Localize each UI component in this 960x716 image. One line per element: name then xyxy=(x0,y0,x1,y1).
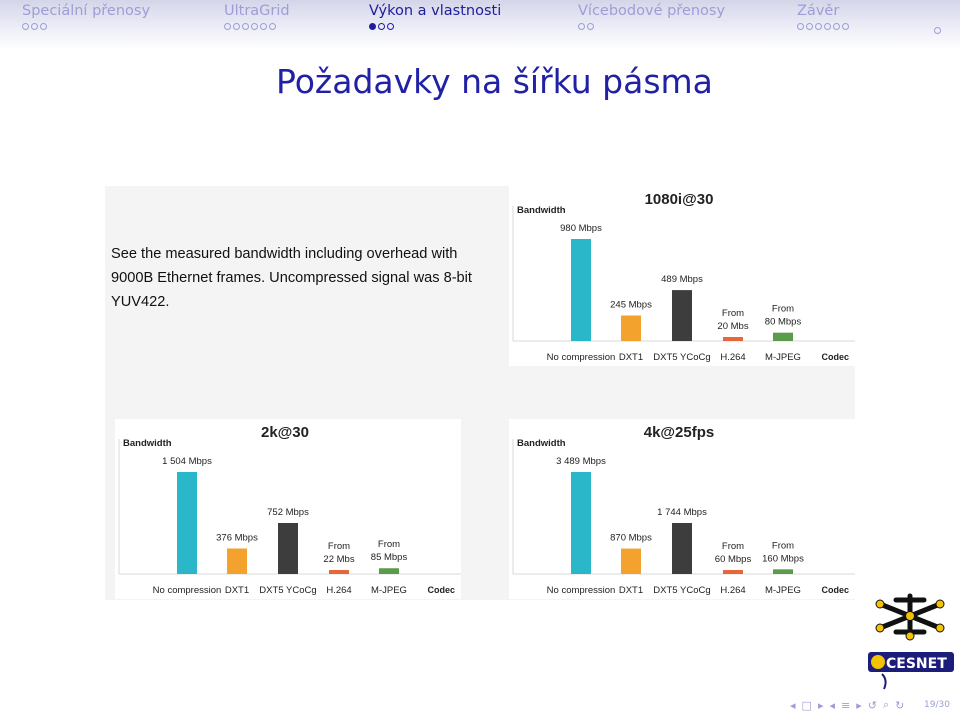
bar-value-label: 752 Mbps xyxy=(267,507,309,518)
category-tick-label: M-JPEG xyxy=(371,585,407,596)
bar-value-label: 1 744 Mbps xyxy=(657,507,707,519)
category-tick-label: H.264 xyxy=(720,585,746,596)
chart-panel-4k xyxy=(509,419,855,599)
back-icon[interactable]: ↺ xyxy=(867,698,877,712)
category-tick-label: DXT1 xyxy=(618,585,644,596)
bar-value-label: From xyxy=(327,541,351,552)
chart-panel-2k xyxy=(115,419,461,599)
bar-value-label: 80 Mbps xyxy=(764,316,802,328)
chart-bar xyxy=(227,549,247,575)
nav-subsection-dot[interactable] xyxy=(22,23,29,30)
figure-note: See the measured bandwidth including overhead with 9000B Ethernet frames. Uncompressed signal was 8-bit YUV422. xyxy=(111,246,472,310)
nav-subsection-dots xyxy=(578,23,725,30)
x-axis-label: Codec xyxy=(821,352,849,362)
forward-icon[interactable]: ↻ xyxy=(895,698,905,712)
nav-subsection-dot[interactable] xyxy=(797,23,804,30)
category-tick-label: DXT5 YCoCg xyxy=(259,585,317,596)
chart-bar xyxy=(773,569,793,574)
cesnet-logo-text: CESNET xyxy=(886,656,947,672)
chart-bar xyxy=(621,316,641,342)
bar-value-label: 20 Mbs xyxy=(717,321,749,332)
y-axis-label: Bandwidth xyxy=(517,438,566,449)
nav-section-ultragrid[interactable] xyxy=(224,3,290,30)
nav-subsection-dot[interactable] xyxy=(31,23,38,30)
x-axis-label: Codec xyxy=(427,585,455,595)
nav-subsection-dot[interactable] xyxy=(378,23,385,30)
category-tick-label: M-JPEG xyxy=(765,352,801,363)
bar-value-label: 980 Mbps xyxy=(560,223,602,234)
chart-title: 1080i@30 xyxy=(644,191,714,208)
nav-subsection-dot[interactable] xyxy=(260,23,267,30)
bar-value-label: 3 489 Mbps xyxy=(556,456,606,467)
bar-value-label: 870 Mbps xyxy=(610,532,652,544)
chart-title: 4k@25fps xyxy=(643,424,715,441)
category-tick-label: DXT1 xyxy=(224,585,250,596)
cesnet-logo-graphic xyxy=(866,592,956,690)
nav-subsection-dots xyxy=(797,23,849,30)
category-tick-label: No compression xyxy=(546,585,616,596)
nav-section-multipoint[interactable] xyxy=(578,3,725,30)
nav-subsection-dot[interactable] xyxy=(233,23,240,30)
nav-subsection-dot[interactable] xyxy=(251,23,258,30)
prev-section-icon[interactable]: ◂ xyxy=(829,698,835,712)
nav-section-label[interactable]: Závěr xyxy=(797,3,840,19)
category-tick-label: DXT5 YCoCg xyxy=(653,585,711,596)
chart-bar xyxy=(621,549,641,574)
nav-subsection-dot[interactable] xyxy=(40,23,47,30)
frame-icon[interactable]: □ xyxy=(801,698,812,712)
beamer-navigation-controls xyxy=(790,698,904,712)
page-number: 19/30 xyxy=(924,700,950,710)
y-axis-label: Bandwidth xyxy=(517,205,566,216)
nav-subsection-dot[interactable] xyxy=(269,23,276,30)
bar-value-label: From xyxy=(721,541,745,552)
nav-subsection-dot[interactable] xyxy=(806,23,813,30)
category-tick-label: DXT1 xyxy=(618,352,644,363)
chart-title: 2k@30 xyxy=(261,424,309,441)
category-tick-label: DXT5 YCoCg xyxy=(653,352,711,363)
bar-value-label: 376 Mbps xyxy=(216,532,258,544)
category-tick-label: H.264 xyxy=(326,585,352,596)
chart-bar xyxy=(773,333,793,341)
nav-subsection-dot[interactable] xyxy=(224,23,231,30)
next-frame-icon[interactable]: ▸ xyxy=(817,698,824,712)
y-axis-label: Bandwidth xyxy=(123,438,172,449)
chart-1080i-svg xyxy=(509,186,855,366)
nav-section-special-transfers[interactable] xyxy=(22,3,150,30)
bar-value-label: 85 Mbps xyxy=(370,552,408,564)
chart-bar xyxy=(571,239,591,341)
nav-subsection-dots xyxy=(224,23,290,30)
chart-bar xyxy=(278,523,298,574)
nav-section-label[interactable]: Výkon a vlastnosti xyxy=(369,3,502,19)
bandwidth-figure xyxy=(105,186,855,600)
nav-subsection-dot[interactable] xyxy=(369,23,376,30)
section-icon[interactable]: ≡ xyxy=(841,698,851,712)
nav-subsection-dot[interactable] xyxy=(578,23,585,30)
category-tick-label: No compression xyxy=(546,352,616,363)
section-navigation-bar xyxy=(0,0,960,50)
chart-bar xyxy=(723,570,743,574)
bar-value-label: 1 504 Mbps xyxy=(162,456,212,467)
chart-panel-1080i xyxy=(509,186,855,366)
bar-value-label: 160 Mbps xyxy=(762,553,804,565)
bar-value-label: 489 Mbps xyxy=(661,274,703,286)
nav-section-label[interactable]: UltraGrid xyxy=(224,3,290,19)
bar-value-label: From xyxy=(771,303,795,315)
nav-subsection-dots xyxy=(369,23,501,30)
search-icon[interactable]: ⌕ xyxy=(882,698,890,711)
bar-value-label: From xyxy=(721,308,745,319)
prev-frame-icon[interactable]: ◂ xyxy=(790,698,796,712)
chart-bar xyxy=(329,570,349,574)
chart-bar xyxy=(571,472,591,574)
bar-value-label: From xyxy=(771,540,795,552)
nav-subsection-dot[interactable] xyxy=(842,23,849,30)
nav-section-performance[interactable] xyxy=(369,3,501,30)
bar-value-label: 245 Mbps xyxy=(610,299,652,311)
nav-section-conclusion[interactable] xyxy=(797,3,849,30)
bar-value-label: 60 Mbps xyxy=(714,554,752,565)
next-section-icon[interactable]: ▸ xyxy=(856,698,862,712)
chart-4k-svg xyxy=(509,419,855,599)
category-tick-label: M-JPEG xyxy=(765,585,801,596)
category-tick-label: No compression xyxy=(152,585,222,596)
nav-subsection-dot[interactable] xyxy=(242,23,249,30)
bar-value-label: 22 Mbs xyxy=(323,554,355,565)
chart-bar xyxy=(672,290,692,341)
x-axis-label: Codec xyxy=(821,585,849,595)
chart-bar xyxy=(379,568,399,574)
chart-2k-svg xyxy=(115,419,461,599)
nav-subsection-dot[interactable] xyxy=(587,23,594,30)
nav-subsection-dot[interactable] xyxy=(815,23,822,30)
nav-subsection-dot[interactable] xyxy=(824,23,831,30)
slide-title: Požadavky na šířku pásma xyxy=(276,62,713,101)
bar-value-label: From xyxy=(377,539,401,551)
category-tick-label: H.264 xyxy=(720,352,746,363)
chart-bar xyxy=(672,523,692,574)
chart-bar xyxy=(177,472,197,574)
nav-subsection-dots xyxy=(22,23,150,30)
nav-subsection-dot[interactable] xyxy=(833,23,840,30)
chart-bar xyxy=(723,337,743,341)
nav-section-label[interactable]: Speciální přenosy xyxy=(22,3,151,19)
cesnet-logo xyxy=(866,592,956,694)
nav-subsection-dot[interactable] xyxy=(387,23,394,30)
nav-section-label[interactable]: Vícebodové přenosy xyxy=(578,3,726,19)
nav-trailing-dot[interactable] xyxy=(934,27,941,34)
